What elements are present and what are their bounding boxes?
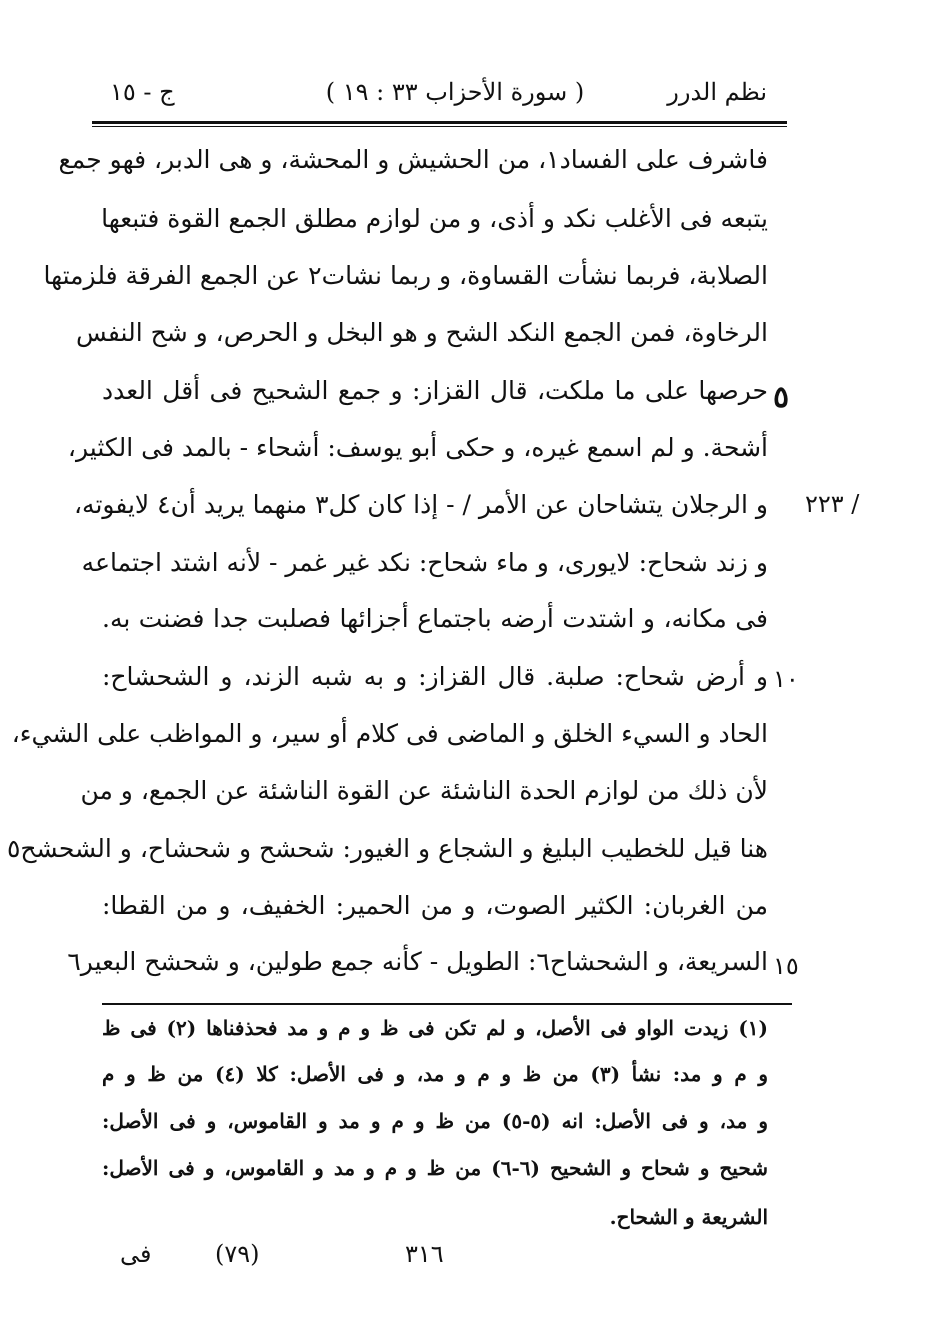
footnote-rule — [102, 1003, 792, 1005]
body-line-11: الحاد و السيء الخلق و الماضى فى كلام أو سير، و المواظب على الشيء، — [11, 719, 768, 748]
body-line-10: و أرض شحاح: صلبة. قال القزاز: و به شبه الزند، و الشحشاح: — [102, 662, 768, 691]
body-line-7: و الرجلان يتشاحان عن الأمر / - إذا كان كل٣ منهما يريد أن٤ لايفوته، — [73, 490, 768, 519]
surah-reference: ( سورة الأحزاب ٣٣ : ١٩ ) — [325, 78, 585, 106]
body-line-6: أشحة. و لم اسمع غيره، و حكى أبو يوسف: أشحاء - بالمد فى الكثير، — [67, 433, 768, 462]
footnote-line-3: و مد، و فى الأصل: انه (٥-٥) من ظ و م و مد و القاموس، و فى الأصل: — [102, 1109, 768, 1133]
margin-page-reference: ٢٢٣ / — [805, 490, 860, 518]
line-number-10: ١٠ — [773, 665, 799, 693]
footnote-line-4: شحيح و شحاح و الشحيح (٦-٦) من ظ و م و مد و القاموس، و فى الأصل: — [102, 1156, 768, 1180]
line-number-5: ٥ — [773, 380, 790, 415]
manuscript-folio-number: (٧٩) — [215, 1240, 260, 1268]
catchword: فى — [120, 1240, 152, 1268]
volume-number: ج - ١٥ — [110, 78, 175, 106]
page-number: ٣١٦ — [405, 1240, 444, 1268]
footnote-line-2: و م و مد: نشأ (٣) من ظ و م و مد، و فى الأصل: كلا (٤) من ظ و م — [102, 1062, 769, 1086]
line-number-15: ١٥ — [773, 952, 799, 980]
footnote-line-5: الشريعة و الشحاح. — [609, 1205, 768, 1229]
body-line-9: فى مكانه، و اشتدت أرضه باجتماع أجزائها فصلبت جدا فضنت به. — [102, 604, 768, 633]
footnote-line-1: (١) زيدت الواو فى الأصل، و لم تكن فى ظ و م و مد فحذفناها (٢) فى ظ — [102, 1016, 768, 1040]
running-title: نظم الدرر — [667, 78, 767, 106]
body-line-15: السريعة، و الشحشاح٦: الطويل - كأنه جمع طولين، و شحشح البعير٦ — [67, 947, 768, 976]
body-line-2: يتبعه فى الأغلب نكد و أذى، و من لوازم مطلق الجمع القوة فتبعها — [101, 204, 768, 233]
body-line-12: لأن ذلك من لوازم الحدة الناشئة عن القوة الناشئة عن الجمع، و من — [80, 776, 768, 805]
body-line-14: من الغربان: الكثير الصوت، و من الحمير: الخفيف، و من القطا: — [102, 891, 768, 920]
header-rule — [92, 121, 787, 124]
body-line-4: الرخاوة، فمن الجمع النكد الشح و هو البخل و الحرص، و شح النفس — [76, 318, 768, 347]
body-line-13: هنا قيل للخطيب البليغ و الشجاع و الغيور: شحشح و شحشاح، و الشحشح٥ — [6, 834, 768, 863]
header-rule-thin — [92, 126, 787, 127]
body-line-1: فاشرف على الفساد١، من الحشيش و المحشة، و هى الدبر، فهو جمع — [58, 145, 768, 174]
body-line-3: الصلابة، فربما نشأت القساوة، و ربما نشات٢ عن الجمع الفرقة فلزمتها — [43, 261, 768, 290]
body-line-8: و زند شحاح: لايورى، و ماء شحاح: نكد غير غمر - لأنه اشتد اجتماعه — [81, 548, 768, 577]
body-line-5: حرصها على ما ملكت، قال القزاز: و جمع الشحيح فى أقل العدد — [102, 376, 768, 405]
